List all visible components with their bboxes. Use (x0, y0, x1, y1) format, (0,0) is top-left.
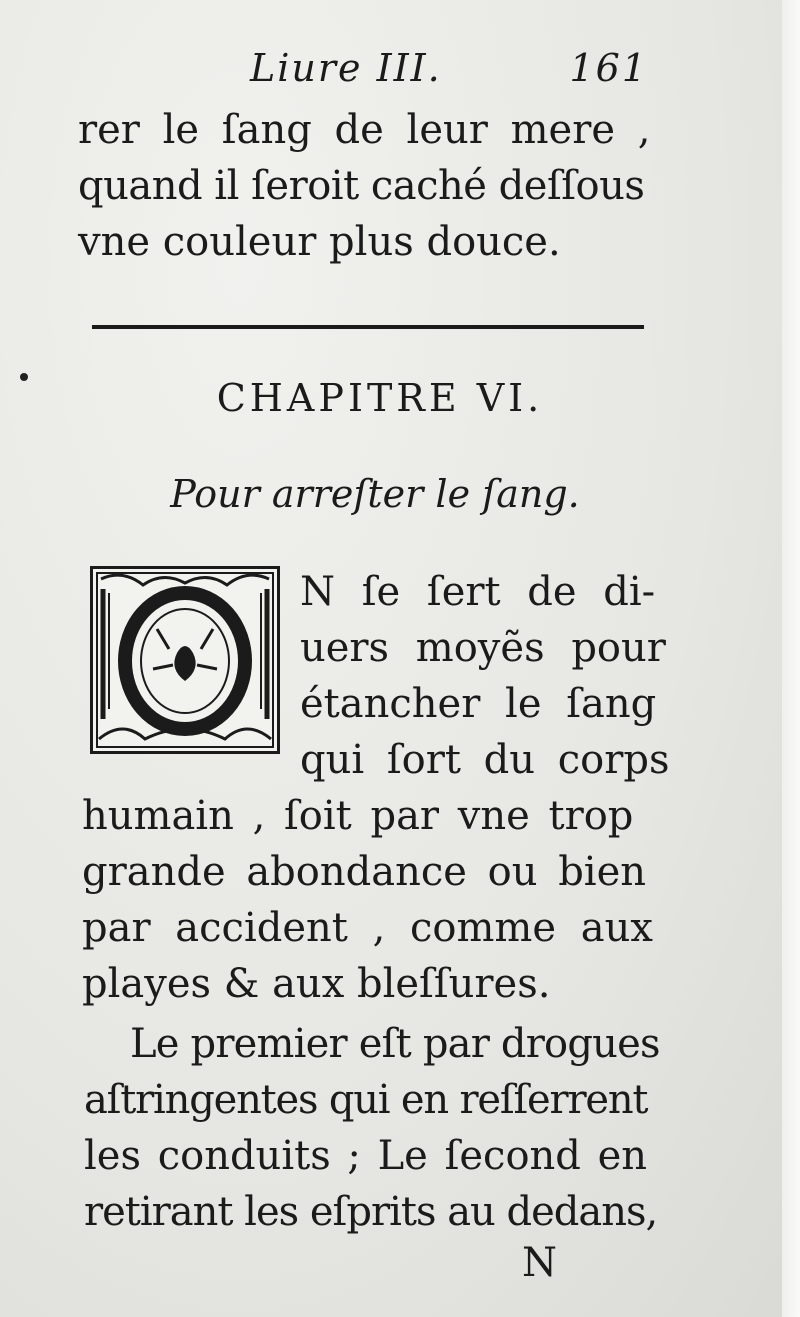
text-line: étancher le ſang (300, 681, 657, 727)
text-line: qui ſort du corps (300, 737, 670, 783)
page-number: 161 (569, 46, 648, 90)
decorated-initial (90, 566, 280, 754)
catchword: N (522, 1240, 557, 1286)
text-line: rer le ſang de leur mere , (78, 107, 651, 153)
text-line: N ſe ſert de di- (300, 569, 656, 615)
text-line: humain , ſoit par vne trop (82, 793, 634, 839)
text-line: Le premier eſt par drogues (130, 1021, 660, 1067)
text-line: uers moyẽs pour (300, 625, 666, 671)
text-line: par accident , comme aux (82, 905, 653, 951)
text-line: aſtringentes qui en reſſerrent (84, 1077, 648, 1123)
text-line: playes & aux bleſſures. (82, 961, 551, 1007)
text-line: grande abondance ou bien (82, 849, 647, 895)
ornament-icon (93, 569, 277, 751)
running-head (250, 40, 650, 100)
text-line: retirant les eſprits au dedans, (84, 1189, 658, 1235)
page-edge (782, 0, 800, 1317)
chapter-heading: CHAPITRE VI. (216, 376, 544, 420)
text-line: les conduits ; Le ſecond en (84, 1133, 648, 1179)
running-title: Liure III. (250, 46, 442, 90)
section-rule (92, 325, 644, 329)
text-line: quand il ſeroit caché deſſous (78, 163, 645, 209)
chapter-subtitle: Pour arreſter le ſang. (170, 472, 580, 516)
text-line: vne couleur plus douce. (78, 219, 561, 265)
